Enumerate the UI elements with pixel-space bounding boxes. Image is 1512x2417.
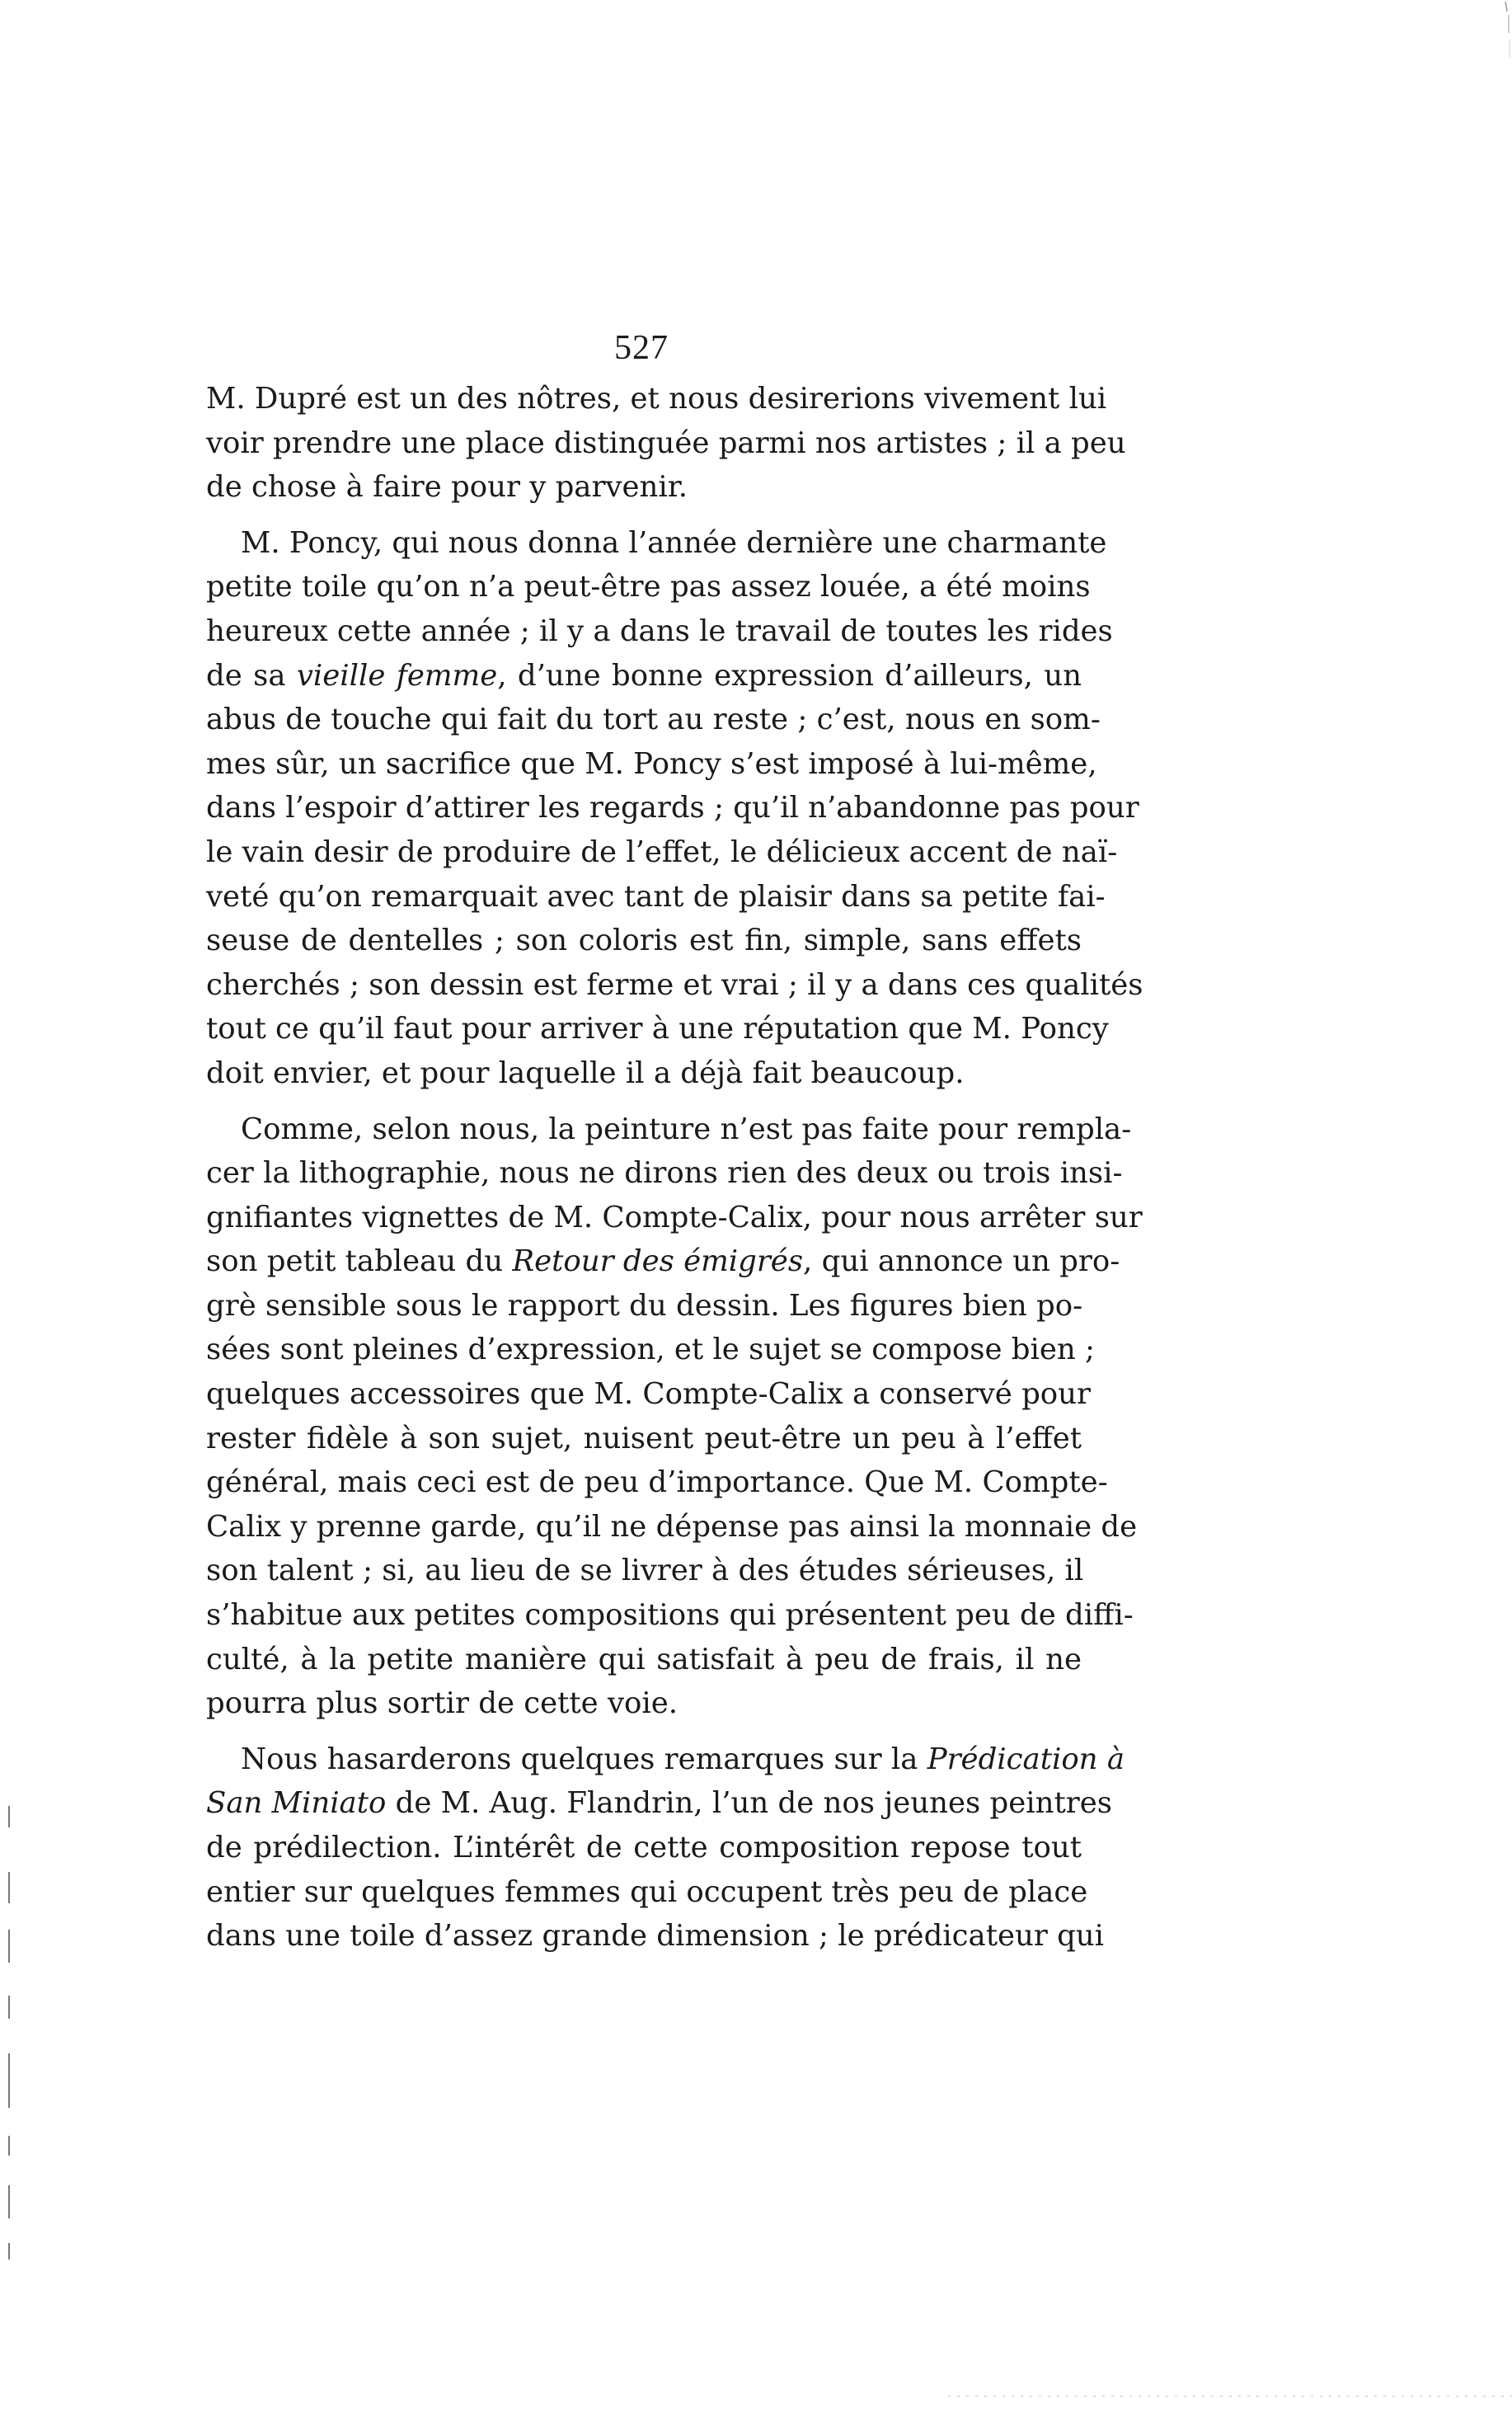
scan-corner-mark bbox=[1487, 0, 1512, 74]
text-line: San Miniato de M. Aug. Flandrin, l’un de nos jeunes peintres bbox=[206, 1786, 1112, 1821]
text-line: M. Poncy, qui nous donna l’année dernière une charmante bbox=[241, 525, 1107, 560]
text-line: entier sur quelques femmes qui occupent très peu de place bbox=[206, 1874, 1088, 1909]
text-line: gnifiantes vignettes de M. Compte-Calix, pour nous arrêter sur bbox=[206, 1200, 1143, 1234]
text-line: culté, à la petite manière qui satisfait à peu de frais, il ne bbox=[206, 1642, 1082, 1676]
text-line: sées sont pleines d’expression, et le sujet se compose bien ; bbox=[206, 1333, 1095, 1367]
text-line: seuse de dentelles ; son coloris est fin, simple, sans effets bbox=[206, 924, 1082, 958]
text-line: Comme, selon nous, la peinture n’est pas faite pour rempla- bbox=[241, 1112, 1132, 1146]
margin-scan-marks bbox=[0, 1806, 16, 2268]
text-line: abus de touche qui fait du tort au reste ; c’est, nous en som- bbox=[206, 703, 1101, 737]
text-line: cer la lithographie, nous ne dirons rien des deux ou trois insi- bbox=[206, 1156, 1123, 1191]
text-line: s’habitue aux petites compositions qui présentent peu de diffi- bbox=[206, 1598, 1134, 1633]
text-line: général, mais ceci est de peu d’importance. Que M. Compte- bbox=[206, 1465, 1108, 1500]
paragraph-1 bbox=[206, 377, 1126, 510]
text-line: rester fidèle à son sujet, nuisent peut-être un peu à l’effet bbox=[206, 1421, 1082, 1455]
body-text bbox=[206, 377, 1143, 1959]
text-line: grè sensible sous le rapport du dessin. Les figures bien po- bbox=[206, 1288, 1083, 1323]
text-line: quelques accessoires que M. Compte-Calix a conservé pour bbox=[206, 1377, 1092, 1412]
text-line: dans l’espoir d’attirer les regards ; qu’il n’abandonne pas pour bbox=[206, 791, 1139, 825]
text-line: doit envier, et pour laquelle il a déjà fait beaucoup. bbox=[206, 1056, 965, 1090]
text-line: dans une toile d’assez grande dimension ; le prédicateur qui bbox=[206, 1919, 1105, 1954]
text-line: cherchés ; son dessin est ferme et vrai ; il y a dans ces qualités bbox=[206, 967, 1143, 1002]
text-line: de prédilection. L’intérêt de cette composition repose tout bbox=[206, 1831, 1082, 1864]
text-line: son petit tableau du Retour des émigrés, qui annonce un pro- bbox=[206, 1244, 1120, 1279]
paragraph-3 bbox=[206, 1107, 1143, 1726]
text-line: Calix y prenne garde, qu’il ne dépense pas ainsi la monnaie de bbox=[206, 1509, 1138, 1544]
text-line: de sa vieille femme, d’une bonne expression d’ailleurs, un bbox=[206, 658, 1082, 693]
text-line: tout ce qu’il faut pour arriver à une réputation que M. Poncy bbox=[206, 1012, 1109, 1046]
text-line: mes sûr, un sacrifice que M. Poncy s’est imposé à lui-même, bbox=[206, 746, 1097, 781]
text-line: M. Dupré est un des nôtres, et nous desirerions vivement lui bbox=[206, 382, 1107, 416]
text-line: Nous hasarderons quelques remarques sur la Prédication à bbox=[241, 1742, 1125, 1776]
text-line: petite toile qu’on n’a peut-être pas assez louée, a été moins bbox=[206, 570, 1091, 604]
paragraph-4 bbox=[206, 1738, 1125, 1959]
text-line: heureux cette année ; il y a dans le travail de toutes les rides bbox=[206, 614, 1113, 648]
text-line: de chose à faire pour y parvenir. bbox=[206, 470, 688, 505]
text-line: le vain desir de produire de l’effet, le délicieux accent de naï- bbox=[206, 835, 1118, 869]
text-line: pourra plus sortir de cette voie. bbox=[206, 1686, 679, 1721]
page-number: 527 bbox=[614, 329, 669, 367]
paragraph-2 bbox=[206, 521, 1143, 1096]
scan-noise bbox=[948, 2396, 1512, 2397]
text-line: veté qu’on remarquait avec tant de plaisir dans sa petite fai- bbox=[206, 879, 1106, 914]
text-line: voir prendre une place distinguée parmi nos artistes ; il a peu bbox=[206, 426, 1126, 460]
text-line: son talent ; si, au lieu de se livrer à des études sérieuses, il bbox=[206, 1554, 1084, 1588]
